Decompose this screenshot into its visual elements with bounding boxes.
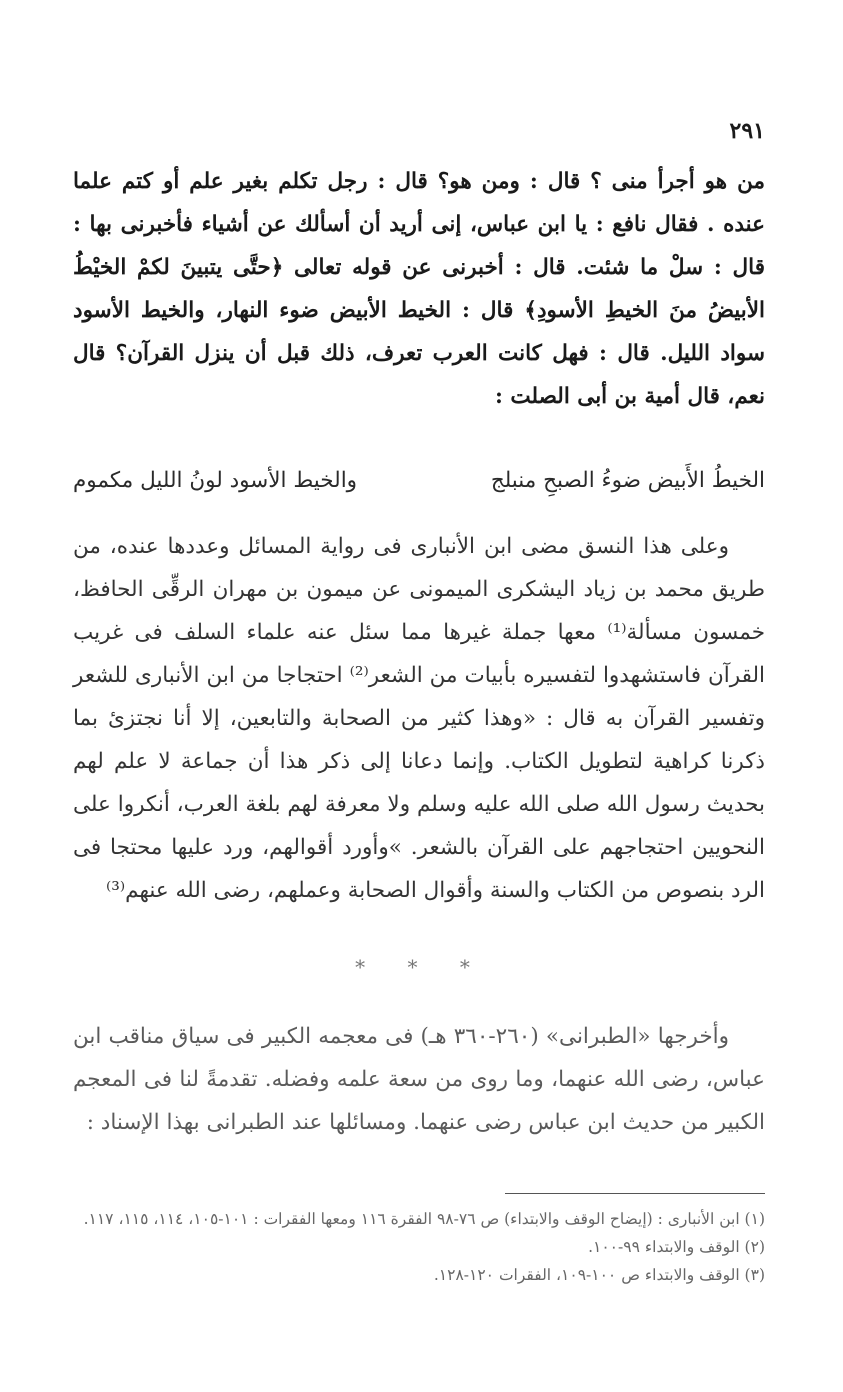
poetry-verse: [73, 468, 765, 493]
bottom-paragraph: وأخرجها «الطبرانى» (٢٦٠-٣٦٠ هـ) فى معجمه الكبير فى سياق مناقب ابن عباس، رضى الله عنهما، وما روى من سعة علمه وفضله. تقدمةً لنا فى المعجم الكبير من حديث ابن عباس رضى عنهما. ومسائلها عند الطبرانى بهذا الإسناد :: [73, 1024, 765, 1135]
footnote-1: (١) ابن الأنبارى : (إيضاح الوقف والابتداء) ص ٧٦-٩٨ الفقرة ١١٦ ومعها الفقرات : ١٠١-١٠٥، ١١٤، ١١٥، ١١٧.: [83, 1210, 765, 1228]
middle-paragraph-block: [73, 525, 765, 912]
middle-paragraph: وعلى هذا النسق مضى ابن الأنبارى فى رواية المسائل وعددها عنده، من طريق محمد بن زياد اليشكرى الميمونى عن ميمون بن مهران الرقِّى الحافظ، خمسون مسألة⁽¹⁾ معها جملة غيرها مما سئل عنه علماء السلف فى غريب القرآن فاستشهدوا لتفسيره بأبيات من الشعر⁽²⁾ احتجاجا من ابن الأنبارى للشعر وتفسير القرآن به قال : «وهذا كثير من الصحابة والتابعين، إلا أنا نجتزئ بما ذكرنا كراهية لتطويل الكتاب. وإنما دعانا إلى ذكر هذا أن جماعة لا علم لهم بحديث رسول الله صلى الله عليه وسلم ولا معرفة لهم بلغة العرب، أنكروا على النحويين احتجاجهم على القرآن بالشعر. »وأورد أقوالهم، ورد عليها محتجا فى الرد بنصوص من الكتاب والسنة وأقوال الصحابة وعملهم، رضى الله عنهم⁽³⁾: [73, 534, 766, 903]
bottom-paragraph-block: [73, 1015, 765, 1144]
top-paragraph: من هو أجرأ منى ؟ قال : ومن هو؟ قال : رجل تكلم بغير علم أو كتم علما عنده . فقال نافع : يا ابن عباس، إنى أريد أن أسألك عن أشياء فأخبرنى بها : قال : سلْ ما شئت. قال : أخبرنى عن قوله تعالى ﴿حتَّى يتبينَ لكمْ الخيْطُ الأبيضُ منَ الخيطِ الأسودِ﴾ قال : الخيط الأبيض ضوء النهار، والخيط الأسود سواد الليل. قال : فهل كانت العرب تعرف، ذلك قبل أن ينزل القرآن؟ قال نعم، قال أمية بن أبى الصلت :: [73, 169, 765, 409]
footnotes: [73, 1205, 765, 1289]
top-paragraph-block: [73, 160, 765, 418]
page-number: ٢٩١: [729, 118, 765, 144]
footnote-3: (٣) الوقف والابتداء ص ١٠٠-١٠٩، الفقرات ١٢٠-١٢٨.: [433, 1266, 765, 1284]
verse-first-hemistich: الخيطُ الأَبيض ضوءُ الصبحِ منبلج: [490, 468, 765, 493]
section-separator: * * *: [355, 955, 488, 979]
verse-second-hemistich: والخيط الأسود لونُ الليل مكموم: [73, 468, 358, 493]
footnote-2: (٢) الوقف والابتداء ٩٩-١٠٠.: [588, 1238, 765, 1256]
footnote-divider: [505, 1193, 765, 1194]
